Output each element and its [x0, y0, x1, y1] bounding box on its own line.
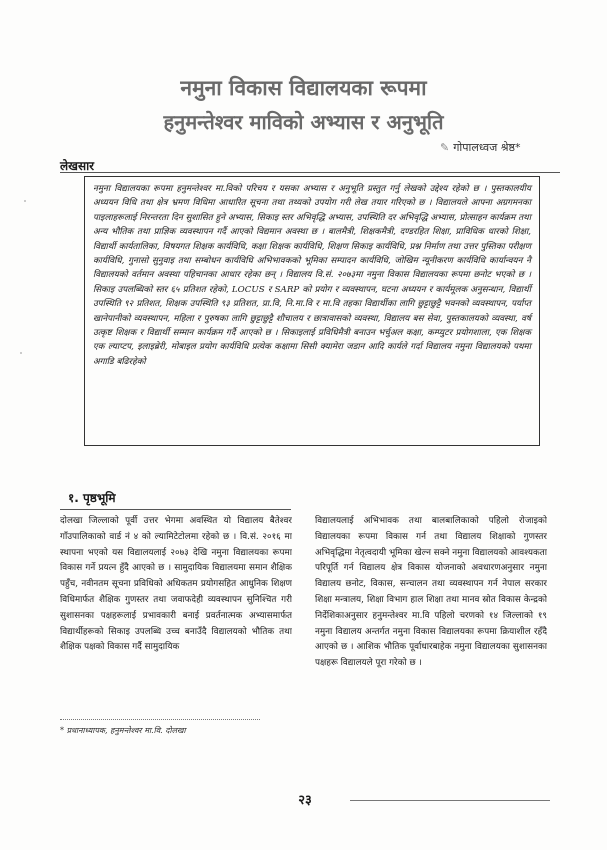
- article-title-line-1: नमुना विकास विद्यालयका रूपमा: [180, 76, 427, 100]
- scan-speck: [20, 352, 22, 354]
- footnote: * प्रधानाध्यापक, हनुमन्तेश्वर मा.वि. दोलखा: [60, 726, 186, 735]
- abstract-text: नमुना विद्यालयका रूपमा हनुमन्तेश्वर मा.विको परिचय र यसका अभ्यास र अनुभूति प्रस्तुत गर्नु लेखको उद्देश्य रहेको छ । पुस्तकालयीय अध्ययन विधि तथा क्षेत्र भ्रमण विधिमा आधारित सूचना तथा तथ्यको उपयोग गरी लेख तयार गरिएको छ । विद्यालयले आफ्ना अग्रगमनका पाइलाहरूलाई निरन्तरता दिन सुशासित हुने अभ्यास, सिकाइ स्तर अभिवृद्धि अभ्यास, उपस्थिति दर अभिवृद्धि अभ्यास, प्रोत्साहन कार्यक्रम तथा अन्य भौतिक तथा प्राज्ञिक व्यवस्थापन गर्दै आएको विद्यमान अवस्था छ । बालमैत्री, शिक्षकमैत्री, दण्डरहित शिक्षा, प्राविधिक धारको शिक्षा, विद्यार्थी कार्यतालिका, विषयगत शिक्षक कार्यविधि, कक्षा शिक्षक कार्यविधि, शिक्षण सिकाइ कार्यविधि, प्रश्न निर्माण तथा उत्तर पुस्तिका परीक्षण कार्यविधि, गुनासो सुनुवाइ तथा सम्बोधन कार्यविधि अभिभावकको भूमिका सम्पादन कार्यविधि, जोखिम न्यूनीकरण कार्यविधि कार्यान्वयन नै विद्यालयको वर्तमान अवस्था पहिचानका आधार रहेका छन् । विद्यालय वि.सं. २०७३मा नमुना विकास विद्यालयका रूपमा छनोट भएको छ । सिकाइ उपलब्धिको स्तर ६५ प्रतिशत रहेको, LOCUS र SARP को प्रयोग र व्यवस्थापन, घटना अध्ययन र कार्यमूलक अनुसन्धान, विद्यार्थी उपस्थिति ९२ प्रतिशत, शिक्षक उपस्थिति ९३ प्रतिशत, प्रा.वि, नि.मा.वि र मा.वि तहका विद्यार्थीका लागि छुट्टाछुट्टै भवनको व्यवस्थापन, पर्याप्त खानेपानीको व्यवस्थापन, महिला र पुरुषका लागि छुट्टाछुट्टै शौचालय र छात्रावासको व्यवस्था, विद्यालय बस सेवा, पुस्तकालयको व्यवस्था, वर्ष उत्कृष्ट शिक्षक र विद्यार्थी सम्मान कार्यक्रम गर्दै आएको छ । सिकाइलाई प्रविधिमैत्री बनाउन भर्चुअल कक्षा, कम्प्युटर प्रयोगशाला, एक शिक्षक एक ल्याप्टप, इलाइब्रेरी, मोबाइल प्रयोग कार्यविधि प्रत्येक कक्षामा सिसी क्यामेरा जडान आदि कार्यले गर्दा विद्यालय नमुना विद्यालयको पथमा अगाडि बढिरहेको: [93, 184, 531, 367]
- footnote-divider: [60, 719, 260, 720]
- section-divider: [60, 509, 291, 510]
- page-number: २३: [298, 793, 312, 808]
- author-name: गोपालध्वज श्रेष्ठ*: [453, 141, 521, 154]
- scan-speck: [24, 200, 26, 202]
- author-byline: [440, 140, 600, 155]
- pen-icon: ✎: [440, 141, 450, 154]
- abstract-divider: [60, 172, 560, 173]
- section-heading: १. पृष्ठभूमि: [68, 491, 116, 505]
- body-column-left: दोलखा जिल्लाको पूर्वी उत्तर भेगमा अवस्थित यो विद्यालय बैतेश्वर गाँउपालिकाको वार्ड नं ४ को ल्यामिटेटोलमा रहेको छ । वि.सं. २०१६ मा स्थापना भएको यस विद्यालयलाई २०७३ देखि नमुना विद्यालयका रूपमा विकास गर्ने प्रयत्न हुँदै आएको छ । सामुदायिक विद्यालयमा समान शैक्षिक पहुँच, नवीनतम सूचना प्रविधिको अधिकतम प्रयोगसहित आधुनिक शिक्षण विधिमार्फत शैक्षिक गुणस्तर तथा जवाफदेही व्यवस्थापन सुनिश्चित गरी सुशासनका पक्षहरूलाई प्रभावकारी बनाई प्रवर्तनात्मक अभ्यासमार्फत विद्यार्थीहरूको सिकाइ उपलब्धि उच्च बनाउँदै विद्यालयको भौतिक तथा शैक्षिक पक्षको विकास गर्दै सामुदायिक: [60, 516, 292, 653]
- abstract-box: [84, 176, 540, 446]
- article-title-line-2: हनुमन्तेश्वर माविको अभ्यास र अनुभूति: [163, 110, 444, 134]
- footer-rule: [350, 800, 550, 801]
- body-column-right: विद्यालयलाई अभिभावक तथा बालबालिकाको पहिलो रोजाइको विद्यालयका रूपमा विकास गर्न तथा विद्यालय शिक्षाको गुणस्तर अभिवृद्धिमा नेतृत्वदायी भूमिका खेल्न सक्ने नमुना विद्यालयको आवश्यकता परिपूर्ति गर्न विद्यालय क्षेत्र विकास योजनाको अवधारणअनुसार नमुना विद्यालय छनोट, विकास, सन्चालन तथा व्यवस्थापन गर्न नेपाल सरकार शिक्षा मन्त्रालय, शिक्षा विभाग हाल शिक्षा तथा मानव स्रोत विकास केन्द्रको निर्देशिकाअनुसार हनुमन्तेश्वर मा.वि पहिलो चरणको १४ जिल्लाको १९ नमुना विद्यालय अन्तर्गत नमुना विकास विद्यालयका रूपमा क्रियाशील रहँदै आएको छ । आशिक भौतिक पूर्वाधारबाहेक नमुना विद्यालयका सुशासनका पक्षहरू विद्यालयले पूरा गरेको छ ।: [315, 516, 547, 669]
- abstract-label: लेखसार: [60, 159, 95, 173]
